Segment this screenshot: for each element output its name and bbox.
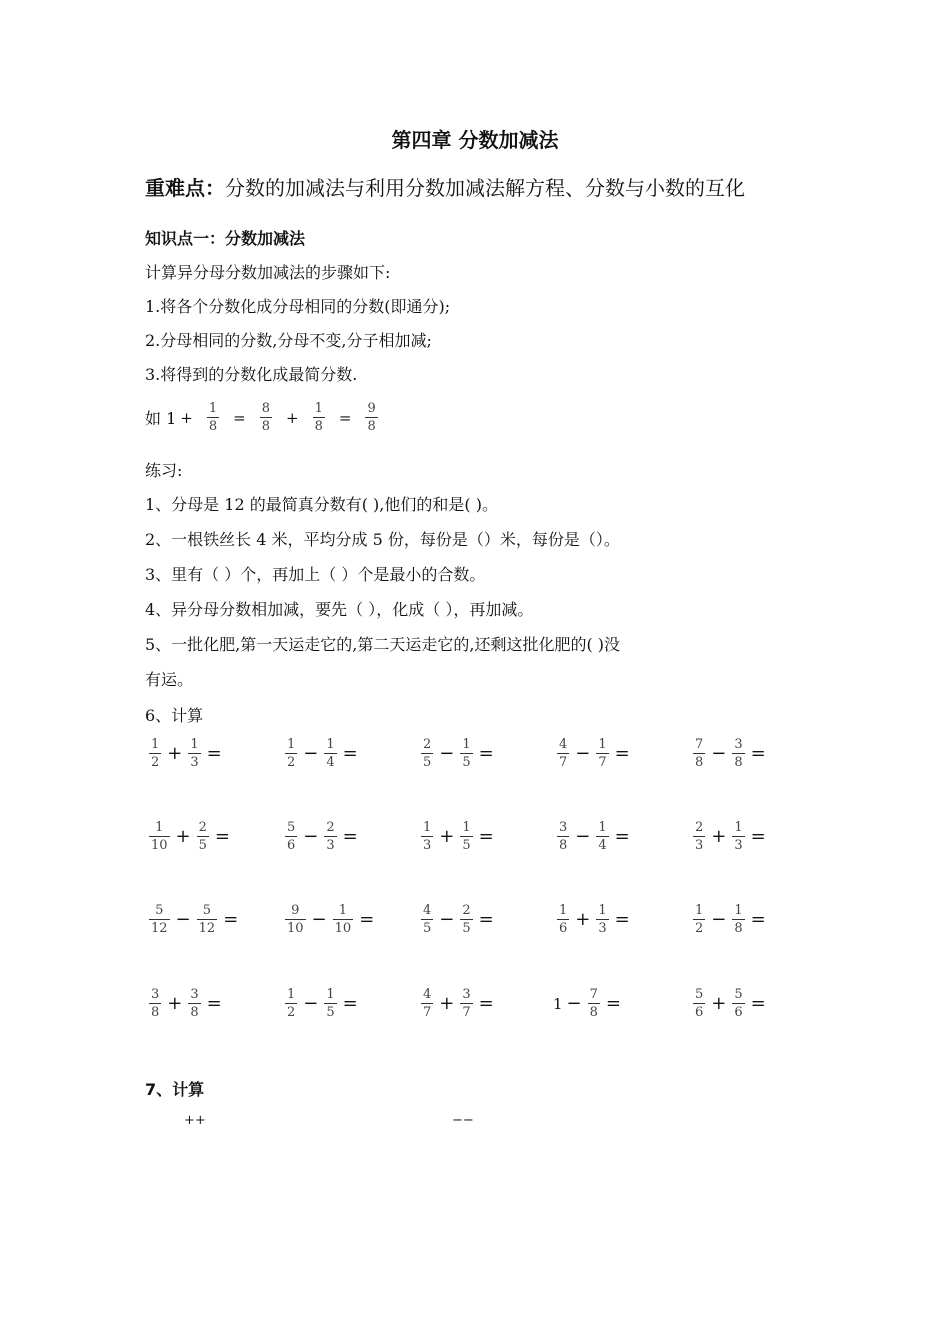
calculation-equation bbox=[417, 903, 553, 936]
fraction: $\frac{3}{8}$ bbox=[190, 987, 199, 1020]
fraction: $\frac{1}{3}$ bbox=[734, 820, 743, 853]
operator: − bbox=[303, 993, 319, 1014]
example-equation bbox=[145, 401, 382, 434]
operator: − bbox=[711, 909, 727, 930]
equals-sign: = bbox=[478, 826, 494, 847]
calculation-equation bbox=[281, 903, 417, 936]
fraction: $\frac{5}{12}$ bbox=[198, 903, 216, 936]
calculation-row bbox=[145, 737, 825, 770]
example-op-equals: = bbox=[338, 408, 352, 427]
equals-sign: = bbox=[614, 826, 630, 847]
fraction: $\frac{1}{3}$ bbox=[423, 820, 432, 853]
fraction: $\frac{1}{5}$ bbox=[462, 737, 471, 770]
example-fraction: $\frac{1}{8}$ bbox=[208, 401, 218, 434]
operator: + bbox=[175, 826, 191, 847]
q7-operators-left: ++ bbox=[184, 1113, 206, 1128]
fraction: $\frac{3}{8}$ bbox=[734, 737, 743, 770]
fraction: $\frac{1}{7}$ bbox=[598, 737, 607, 770]
fraction: $\frac{1}{6}$ bbox=[559, 903, 568, 936]
example-fraction: $\frac{8}{8}$ bbox=[261, 401, 270, 434]
calculation-equation bbox=[417, 737, 553, 770]
example-op-equals: = bbox=[233, 408, 246, 427]
operator: − bbox=[711, 743, 727, 764]
operator: − bbox=[303, 826, 319, 847]
calculation-equation bbox=[417, 987, 553, 1020]
fraction: $\frac{1}{2}$ bbox=[695, 903, 704, 936]
operator: − bbox=[439, 909, 455, 930]
fraction: $\frac{7}{8}$ bbox=[589, 987, 598, 1020]
fraction: $\frac{1}{4}$ bbox=[598, 820, 607, 853]
calculation-equation bbox=[417, 820, 553, 853]
fraction: $\frac{4}{7}$ bbox=[423, 987, 432, 1020]
equals-sign: = bbox=[342, 826, 358, 847]
fraction: $\frac{1}{2}$ bbox=[287, 737, 296, 770]
step-2: 2.分母相同的分数,分母不变,分子相加减; bbox=[145, 331, 432, 350]
fraction: $\frac{1}{8}$ bbox=[734, 903, 743, 936]
fraction: $\frac{3}{7}$ bbox=[462, 987, 471, 1020]
fraction: $\frac{1}{5}$ bbox=[326, 987, 335, 1020]
operator: + bbox=[167, 993, 183, 1014]
equals-sign: = bbox=[478, 743, 494, 764]
whole-number: 1 bbox=[553, 994, 563, 1013]
operator: − bbox=[311, 909, 327, 930]
q7-operators-right: −− bbox=[452, 1113, 474, 1128]
equals-sign: = bbox=[750, 743, 766, 764]
equals-sign: = bbox=[750, 826, 766, 847]
practice-label: 练习: bbox=[145, 461, 183, 480]
fraction: $\frac{1}{4}$ bbox=[326, 737, 335, 770]
operator: − bbox=[575, 826, 591, 847]
equals-sign: = bbox=[342, 993, 358, 1014]
fraction: $\frac{1}{3}$ bbox=[190, 737, 199, 770]
calculation-equation bbox=[689, 903, 825, 936]
operator: − bbox=[566, 993, 582, 1014]
equals-sign: = bbox=[605, 993, 622, 1014]
steps-intro: 计算异分母分数加减法的步骤如下: bbox=[145, 263, 391, 282]
operator: − bbox=[303, 743, 319, 764]
calculation-equation bbox=[553, 820, 689, 853]
equals-sign: = bbox=[478, 993, 494, 1014]
calculation-equation bbox=[281, 820, 417, 853]
equals-sign: = bbox=[614, 743, 630, 764]
operator: − bbox=[175, 909, 191, 930]
question-5: 5、一批化肥,第一天运走它的,第二天运走它的,还剩这批化肥的( )没 bbox=[145, 635, 621, 654]
fraction: $\frac{1}{10}$ bbox=[334, 903, 352, 936]
fraction: $\frac{5}{12}$ bbox=[151, 903, 168, 936]
equals-sign: = bbox=[478, 909, 494, 930]
step-3: 3.将得到的分数化成最简分数. bbox=[145, 365, 358, 384]
fraction: $\frac{5}{6}$ bbox=[287, 820, 296, 853]
question-5-continued: 有运。 bbox=[145, 670, 194, 689]
example-op-plus: + bbox=[286, 408, 299, 427]
equals-sign: = bbox=[214, 826, 231, 847]
operator: + bbox=[439, 826, 455, 847]
example-fraction: $\frac{9}{8}$ bbox=[367, 401, 376, 434]
operator: + bbox=[439, 993, 455, 1014]
question-3: 3、里有（ ）个，再加上（ ）个是最小的合数。 bbox=[145, 565, 486, 584]
equals-sign: = bbox=[342, 743, 358, 764]
calculation-equation bbox=[553, 903, 689, 936]
example-prefix: 如 1 bbox=[145, 409, 177, 428]
fraction: $\frac{9}{10}$ bbox=[287, 903, 304, 936]
fraction: $\frac{1}{2}$ bbox=[287, 987, 296, 1020]
key-points-text: 分数的加减法与利用分数加减法解方程、分数与小数的互化 bbox=[225, 176, 745, 200]
example-op-plus: + bbox=[180, 408, 193, 427]
calculation-equation bbox=[145, 737, 281, 770]
fraction: $\frac{1}{2}$ bbox=[151, 737, 160, 770]
operator: − bbox=[439, 743, 455, 764]
calculation-row bbox=[145, 987, 825, 1020]
key-points bbox=[145, 172, 745, 201]
calculation-equation bbox=[145, 903, 281, 936]
fraction: $\frac{1}{3}$ bbox=[598, 903, 607, 936]
fraction: $\frac{5}{6}$ bbox=[695, 987, 704, 1020]
calculation-equation bbox=[281, 987, 417, 1020]
example-fraction: $\frac{1}{8}$ bbox=[314, 401, 323, 434]
equals-sign: = bbox=[206, 743, 222, 764]
step-1: 1.将各个分数化成分母相同的分数(即通分); bbox=[145, 297, 451, 316]
calculation-equation bbox=[553, 987, 689, 1020]
operator: + bbox=[167, 743, 183, 764]
question-1: 1、分母是 12 的最简真分数有( ),他们的和是( )。 bbox=[145, 495, 498, 514]
fraction: $\frac{2}{3}$ bbox=[326, 820, 335, 853]
equals-sign: = bbox=[614, 909, 630, 930]
calculation-equation bbox=[689, 987, 825, 1020]
calculation-equation bbox=[689, 820, 825, 853]
fraction: $\frac{2}{5}$ bbox=[198, 820, 207, 853]
calculation-equation bbox=[145, 987, 281, 1020]
question-2: 2、一根铁丝长 4 米，平均分成 5 份，每份是（）米，每份是（）。 bbox=[145, 530, 620, 549]
operator: + bbox=[711, 993, 727, 1014]
calculation-equation bbox=[553, 737, 689, 770]
fraction: $\frac{7}{8}$ bbox=[695, 737, 704, 770]
equals-sign: = bbox=[750, 993, 766, 1014]
fraction: $\frac{2}{5}$ bbox=[462, 903, 471, 936]
fraction: $\frac{4}{5}$ bbox=[423, 903, 432, 936]
fraction: $\frac{2}{5}$ bbox=[423, 737, 432, 770]
fraction: $\frac{4}{7}$ bbox=[559, 737, 568, 770]
section-heading: 知识点一：分数加减法 bbox=[145, 229, 306, 248]
fraction: $\frac{3}{8}$ bbox=[559, 820, 568, 853]
calculation-equation bbox=[281, 737, 417, 770]
operator: − bbox=[575, 743, 591, 764]
fraction: $\frac{1}{10}$ bbox=[151, 820, 168, 853]
page-title: 第四章 分数加减法 bbox=[391, 128, 559, 152]
operator: + bbox=[711, 826, 727, 847]
question-4: 4、异分母分数相加减，要先（ ），化成（ ），再加减。 bbox=[145, 600, 534, 619]
calculation-equation bbox=[145, 820, 281, 853]
fraction: $\frac{2}{3}$ bbox=[695, 820, 704, 853]
calculation-row bbox=[145, 903, 825, 936]
fraction: $\frac{3}{8}$ bbox=[151, 987, 160, 1020]
fraction: $\frac{5}{6}$ bbox=[734, 987, 743, 1020]
equals-sign: = bbox=[750, 909, 766, 930]
operator: + bbox=[575, 909, 591, 930]
question-6: 6、计算 bbox=[145, 706, 204, 725]
equals-sign: = bbox=[359, 909, 375, 930]
question-7: 7、计算 bbox=[145, 1080, 205, 1099]
fraction: $\frac{1}{5}$ bbox=[462, 820, 471, 853]
key-points-label: 重难点： bbox=[145, 176, 225, 200]
equals-sign: = bbox=[206, 993, 222, 1014]
equals-sign: = bbox=[223, 909, 239, 930]
calculation-row bbox=[145, 820, 825, 853]
calculation-equation bbox=[689, 737, 825, 770]
